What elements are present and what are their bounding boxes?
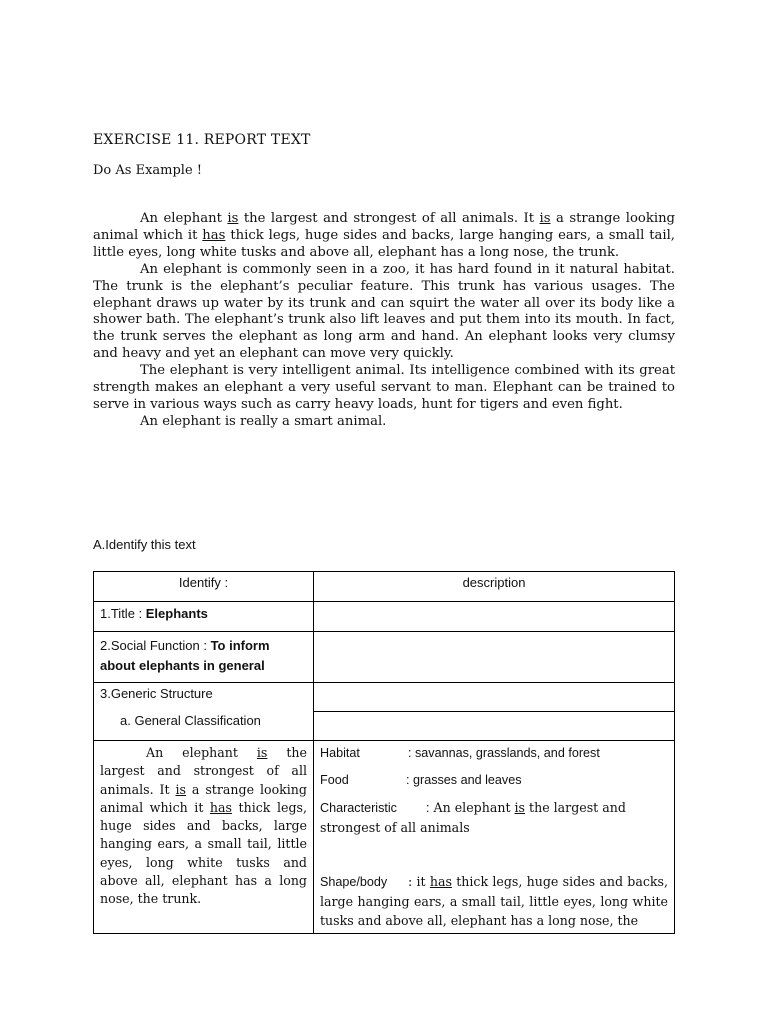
classification-description-cell — [314, 741, 675, 934]
passage-paragraph-3: The elephant is very intelligent animal. Its intelligence combined with its great strength makes an elephant a very useful servant to man. Elephant can be trained to serve in various ways such as carry heavy loads, hunt for tigers and even fight. — [93, 363, 675, 412]
underlined-verb: has — [429, 874, 452, 889]
characteristic-colon: : — [426, 801, 430, 815]
classification-paragraph-cell — [94, 741, 314, 934]
underlined-verb: has — [209, 799, 233, 815]
text-run: thick legs, huge sides and backs, large hanging ears, a small tail, little eyes, long white tusks and above all, elephant has a long nose, the — [320, 874, 668, 928]
table-header-row — [94, 572, 675, 602]
exercise-heading: EXERCISE 11. REPORT TEXT — [93, 132, 311, 148]
text-run: An elephant — [146, 745, 257, 760]
text-run: An elephant — [433, 800, 515, 815]
table-row-classification-detail — [94, 741, 675, 934]
passage-paragraph-2: An elephant is commonly seen in a zoo, it has hard found in it natural habitat. The trunk is the elephant’s peculiar feature. This trunk has various usages. The elephant draws up water by its trunk and can squirt the water all over its body like a shower bath. The elephant’s trunk also lift leaves and put them into its mouth. In fact, the trunk serves the elephant as long arm and hand. An elephant looks very clumsy and heavy and yet an elephant can move very quickly. — [93, 261, 675, 362]
underlined-verb: is — [175, 781, 186, 797]
header-description: description — [314, 572, 675, 602]
text-run: the largest and strongest of all animals. It — [238, 211, 540, 226]
passage-paragraph-1 — [93, 211, 675, 262]
text-run: the largest and strongest of all animals — [320, 800, 626, 835]
underlined-verb: has — [202, 227, 226, 243]
habitat-row — [320, 744, 668, 762]
food-key: Food — [320, 773, 349, 787]
text-run: An elephant — [140, 211, 228, 226]
characteristic-key: Characteristic — [320, 801, 397, 815]
table-row-title — [94, 602, 675, 632]
underlined-verb: is — [227, 211, 239, 226]
characteristic-row — [320, 798, 668, 838]
title-value: Elephants — [145, 606, 208, 621]
food-value: : grasses and leaves — [406, 773, 522, 787]
text-run: a strange looking animal which it — [93, 211, 676, 243]
title-description-cell[interactable] — [314, 602, 675, 632]
social-function-value: To inform about elephants in general — [100, 638, 270, 673]
social-function-description-cell[interactable] — [314, 632, 675, 683]
text-run: thick legs, huge sides and backs, large hanging ears, a small tail, little eyes, long white tusks and above all, elephant has a long nose, the trunk. — [93, 227, 675, 260]
table-row-social-function — [94, 632, 675, 683]
instruction-text: Do As Example ! — [93, 163, 203, 178]
generic-structure-label: 3.Generic Structure — [100, 686, 213, 701]
underlined-verb: is — [514, 800, 526, 815]
table-row-generic-structure — [94, 683, 675, 712]
identify-table — [93, 571, 675, 934]
header-identify: Identify : — [94, 572, 314, 602]
title-cell — [94, 602, 314, 632]
report-passage — [93, 211, 675, 431]
generic-structure-cell — [94, 683, 314, 741]
text-run: : it — [408, 874, 430, 889]
text-run: the largest and strongest of all animals. It — [100, 745, 307, 797]
text-run: a strange looking animal which it — [100, 781, 307, 815]
underlined-verb: is — [256, 745, 268, 760]
general-classification-description-cell[interactable] — [314, 712, 675, 741]
social-function-cell — [94, 632, 314, 683]
title-label: 1.Title : — [100, 606, 146, 621]
shape-body-row — [320, 872, 668, 930]
habitat-key: Habitat — [320, 746, 360, 760]
social-function-label: 2.Social Function : — [100, 638, 211, 653]
generic-structure-description-cell[interactable] — [314, 683, 675, 712]
food-row — [320, 771, 668, 789]
section-a-heading: A.Identify this text — [93, 537, 196, 552]
habitat-value: : savannas, grasslands, and forest — [408, 746, 600, 760]
text-run: thick legs, huge sides and backs, large hanging ears, a small tail, little eyes, long white tusks and above all, elephant has a long nose, the trunk. — [100, 799, 307, 907]
underlined-verb: is — [539, 211, 551, 226]
general-classification-label: a. General Classification — [120, 713, 261, 728]
passage-paragraph-4: An elephant is really a smart animal. — [140, 413, 387, 429]
shape-body-key: Shape/body — [320, 875, 388, 889]
